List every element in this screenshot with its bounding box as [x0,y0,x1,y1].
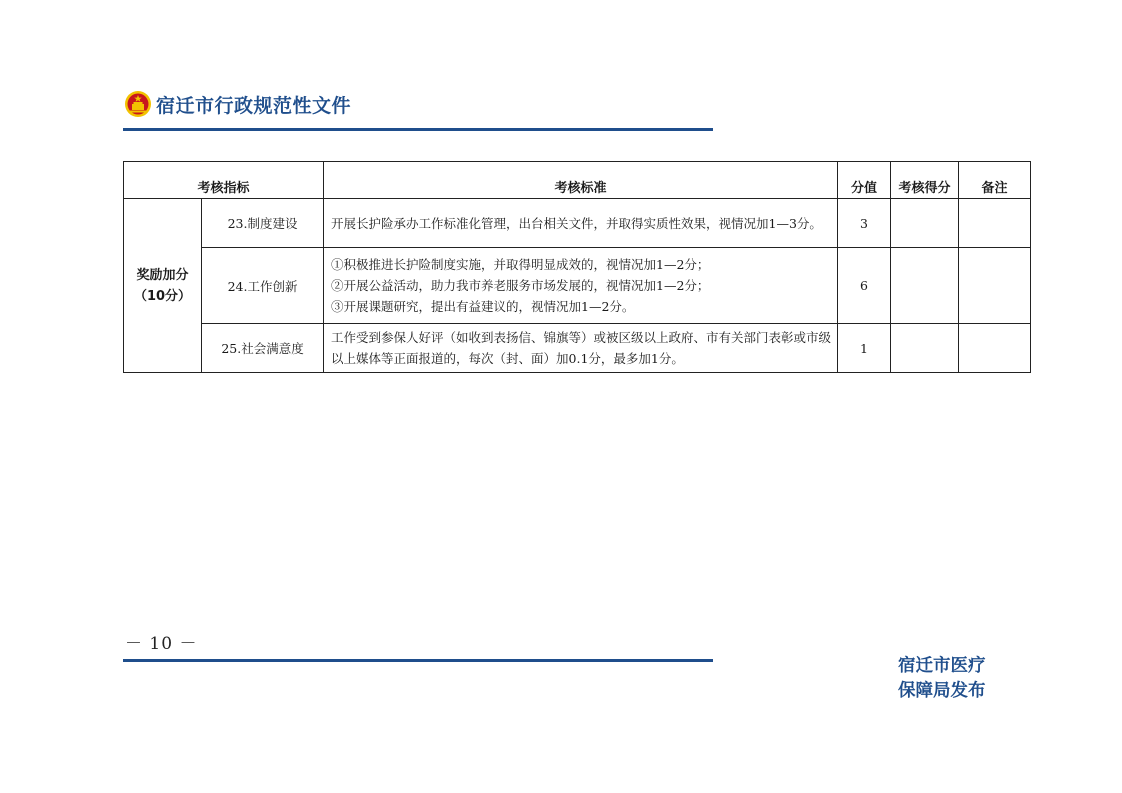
standard-line: 工作受到参保人好评（如收到表扬信、锦旗等）或被区级以上政府、市有关部门表彰或市级以上媒体等正面报道的，每次（封、面）加0.1分，最多加1分。 [331,330,832,366]
standard-line: ③开展课题研究，提出有益建议的，视情况加1—2分。 [331,299,635,314]
header-rule [123,128,713,131]
header-standard: 考核标准 [324,162,838,199]
page-number: － 10 － [125,634,198,654]
category-cell [124,199,202,373]
table-row [124,248,1031,324]
header-score: 分值 [838,162,891,199]
table-header-row [124,162,1031,199]
obtained-cell [891,324,959,373]
publisher-line: 宿迁市医疗 [898,656,986,676]
publisher-stamp [898,654,986,704]
obtained-cell [891,199,959,248]
remark-cell [959,248,1031,324]
document-header [124,86,351,122]
standard-line: ①积极推进长护险制度实施，并取得明显成效的，视情况加1—2分； [331,257,710,272]
standard-line: ②开展公益活动，助力我市养老服务市场发展的，视情况加1—2分； [331,278,710,293]
category-points: （10分） [133,288,192,304]
indicator-cell: 25.社会满意度 [202,324,324,373]
score-cell: 3 [838,199,891,248]
category-name: 奖励加分 [136,267,189,283]
indicator-cell: 23.制度建设 [202,199,324,248]
score-cell: 6 [838,248,891,324]
remark-cell [959,199,1031,248]
score-cell: 1 [838,324,891,373]
national-emblem-icon [124,90,152,118]
standard-cell [324,248,838,324]
header-indicator: 考核指标 [124,162,324,199]
obtained-cell [891,248,959,324]
standard-cell [324,324,838,373]
standard-cell [324,199,838,248]
remark-cell [959,324,1031,373]
standard-line: 开展长护险承办工作标准化管理，出台相关文件，并取得实质性效果，视情况加1—3分。 [331,215,822,231]
header-obtained: 考核得分 [891,162,959,199]
publisher-line: 保障局发布 [898,681,986,701]
table-row [124,199,1031,248]
document-series-title: 宿迁市行政规范性文件 [156,94,352,117]
indicator-cell: 24.工作创新 [202,248,324,324]
assessment-table [123,161,1031,373]
footer-rule [123,659,713,662]
header-remark: 备注 [959,162,1031,199]
table-row [124,324,1031,373]
